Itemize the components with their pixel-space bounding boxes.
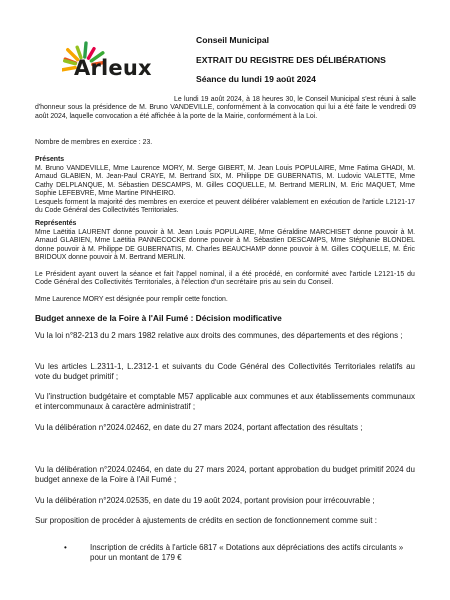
quorum-statement: Lesquels forment la majorité des membres en exercice et peuvent délibérer valablement en exécution de l'article L2121-17 du Code Général des Collectivités Territoriales. [35, 198, 415, 215]
logo-ray [85, 43, 86, 57]
paragraph-deliberation-1: Vu la délibération n°2024.02462, en date du 27 mars 2024, portant affectation des résultats ; [35, 423, 363, 432]
secretary-note: Mme Laurence MORY est désignée pour remplir cette fonction. [35, 296, 228, 303]
intro-paragraph: Le lundi 19 août 2024, à 18 heures 30, le Conseil Municipal s'est réuni à salle d'honneur sous la présidence de M. Bruno VANDEVILLE, conformément à la convocation qui lui a été faite le vendredi 09 août 2024, laquelle convocation a été affichée à la porte de la Mairie, conformément à la Loi. [35, 96, 416, 120]
logo-text: Arleux [74, 56, 152, 80]
president-note: Le Président ayant ouvert la séance et fait l'appel nominal, il a été procédé, en conformité avec l'article L2121-15 du Code Général des Collectivités Territoriales, à l'élection d'un secrétaire pris au sein du Conseil. [35, 271, 415, 287]
represented-list: Mme Laëtitia LAURENT donne pouvoir à M. Jean Louis POPULAIRE, Mme Géraldine MARCHISET donne pouvoir à M. Arnaud GLABIEN, Mme Laëtitia PANNECOCKE donne pouvoir à M. Sébastien DESCAMPS, Mme Stéphanie BLONDEL donne pouvoir à M. Philippe DE GUBERNATIS, M. Charles BEAUCHAMP donne pouvoir à M. Gilles COQUELLE, M. Éric BRIDOUX donne pouvoir à M. Bertrand MERLIN. [35, 229, 415, 262]
paragraph-articles: Vu les articles L.2311-1, L.2312-1 et suivants du Code Général des Collectivités Territoriales relatifs au vote du budget primitif ; [35, 362, 415, 382]
paragraph-instruction: Vu l'instruction budgétaire et comptable M57 applicable aux communes et aux établissements communaux et intercommunaux à caractère administratif ; [35, 392, 415, 412]
paragraph-loi: Vu la loi n°82-213 du 2 mars 1982 relative aux droits des communes, des départements et des régions ; [35, 331, 403, 340]
bullet-text: Inscription de crédits à l'article 6817 « Dotations aux dépréciations des actifs circulants » pour un montant de 179 € [90, 543, 404, 563]
paragraph-proposition: Sur proposition de procéder à ajustements de crédits en section de fonctionnement comme suit : [35, 516, 377, 525]
header-title: Conseil Municipal [196, 35, 270, 45]
present-names: M. Bruno VANDEVILLE, Mme Laurence MORY, M. Serge GIBERT, M. Jean Louis POPULAIRE, Mme Fatima GHADI, M. Arnaud GLABIEN, M. Jean-Paul CRAYE, M. Bertrand SIX, M. Philippe DE GUBERNATIS, M. Ludovic VALETTE, Mme Cathy DELPLANQUE, M. Sébastien DESCAMPS, M. Gilles COQUELLE, M. Bertrand MERLIN, M. Eric MAQUET, Mme Sophie LEFEBVRE, Mme Martine PINHEIRO. [35, 165, 415, 198]
paragraph-deliberation-3: Vu la délibération n°2024.02535, en date du 19 août 2024, portant provision pour irrécouvrable ; [35, 496, 375, 505]
present-heading: Présents [35, 156, 65, 163]
members-count: Nombre de membres en exercice : 23. [35, 139, 153, 146]
present-list [35, 165, 415, 215]
header-subtitle: EXTRAIT DU REGISTRE DES DÉLIBÉRATIONS [196, 55, 386, 65]
section-title: Budget annexe de la Foire à l'Ail Fumé : Décision modificative [35, 313, 282, 323]
represented-heading: Représentés [35, 220, 77, 227]
paragraph-deliberation-2: Vu la délibération n°2024.02464, en date du 27 mars 2024, portant approbation du budget primitif 2024 du budget annexe de la Foire à l'Ail Fumé ; [35, 465, 415, 485]
header-session-date: Séance du lundi 19 août 2024 [196, 74, 316, 84]
bullet-marker: • [64, 543, 67, 552]
